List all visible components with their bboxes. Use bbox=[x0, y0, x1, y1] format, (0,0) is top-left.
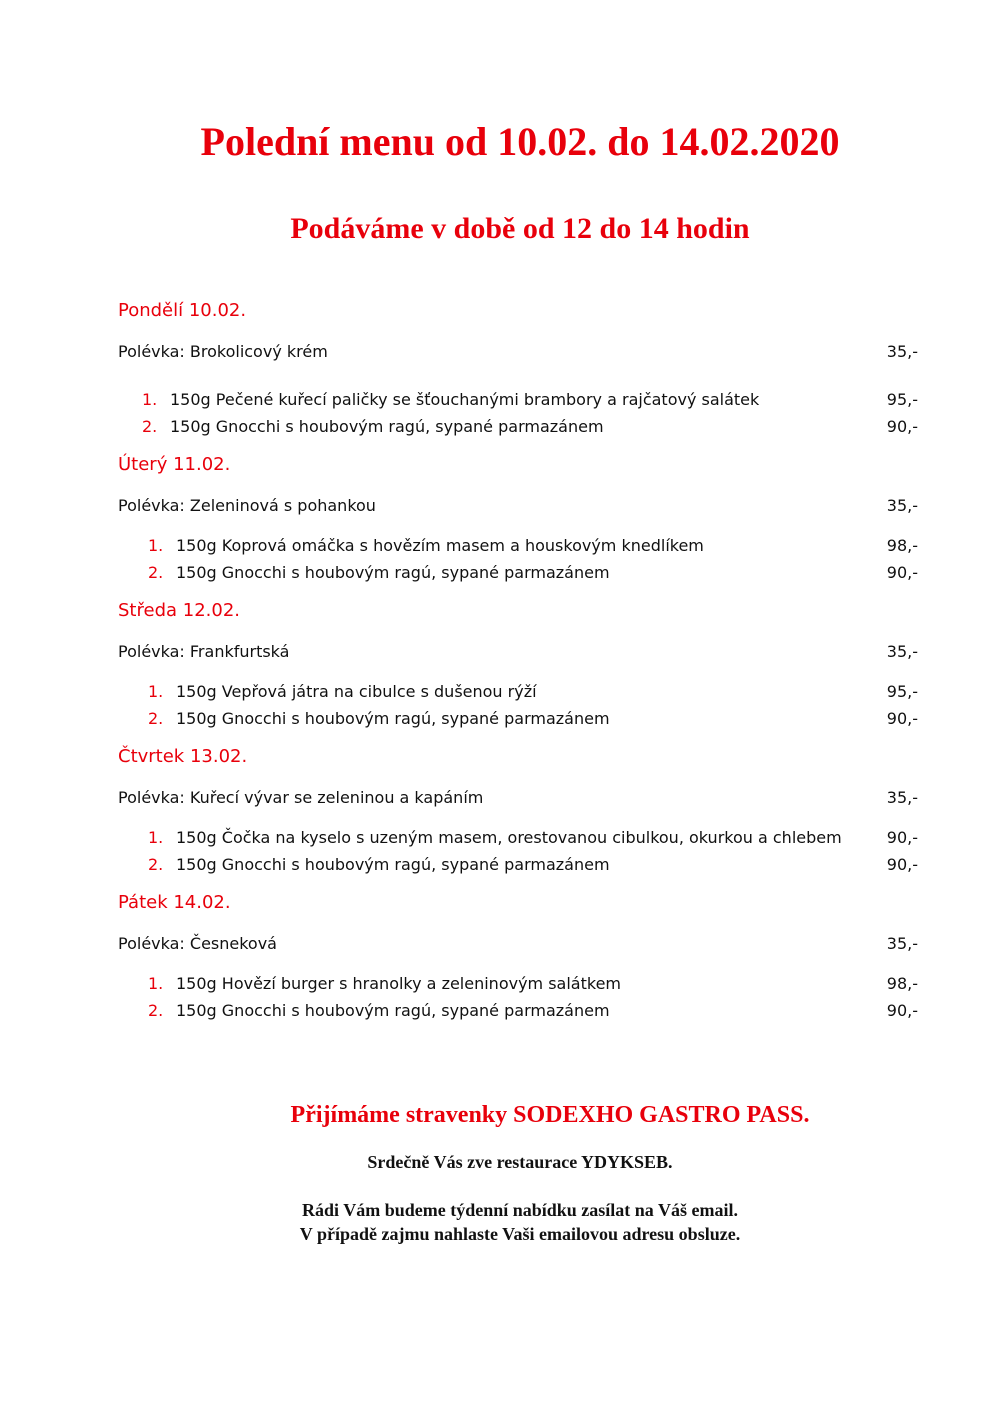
dish-price: 95,- bbox=[886, 682, 918, 701]
day-heading: Čtvrtek 13.02. bbox=[118, 746, 248, 767]
dish-price: 98,- bbox=[886, 974, 918, 993]
soup-row bbox=[118, 932, 918, 956]
dish-number: 2. bbox=[148, 709, 164, 728]
soup-price: 35,- bbox=[886, 642, 918, 661]
email-offer-text: Rádi Vám budeme týdenní nabídku zasílat na Váš email. bbox=[302, 1200, 738, 1220]
email-request-text: V případě zajmu nahlaste Vaši emailovou adresu obsluze. bbox=[299, 1224, 741, 1244]
serving-hours: Podáváme v době od 12 do 14 hodin bbox=[290, 212, 750, 245]
dish-description: 150g Čočka na kyselo s uzeným masem, orestovanou cibulkou, okurkou a chlebem bbox=[176, 828, 842, 847]
soup-label: Polévka: Brokolicový krém bbox=[118, 342, 328, 361]
soup-row bbox=[118, 494, 918, 518]
dish-item bbox=[118, 559, 918, 586]
dish-number: 1. bbox=[148, 536, 164, 555]
dish-description: 150g Pečené kuřecí paličky se šťouchanými brambory a rajčatový salátek bbox=[170, 390, 760, 409]
dish-price: 90,- bbox=[886, 563, 918, 582]
day-section bbox=[118, 890, 918, 1024]
dish-list bbox=[118, 532, 918, 586]
dish-item bbox=[118, 678, 918, 705]
dish-list bbox=[118, 824, 918, 878]
dish-description: 150g Vepřová játra na cibulce s dušenou rýží bbox=[176, 682, 537, 701]
dish-number: 2. bbox=[148, 855, 164, 874]
soup-price: 35,- bbox=[886, 788, 918, 807]
dish-price: 98,- bbox=[886, 536, 918, 555]
dish-item bbox=[118, 386, 918, 413]
dish-list bbox=[118, 970, 918, 1024]
dish-item bbox=[118, 824, 918, 851]
day-section bbox=[118, 298, 918, 440]
dish-price: 90,- bbox=[886, 855, 918, 874]
day-heading: Pátek 14.02. bbox=[118, 892, 231, 913]
dish-item bbox=[118, 413, 918, 440]
dish-number: 1. bbox=[148, 974, 164, 993]
dish-item bbox=[118, 851, 918, 878]
dish-description: 150g Hovězí burger s hranolky a zeleninovým salátkem bbox=[176, 974, 622, 993]
dish-item bbox=[118, 532, 918, 559]
dish-description: 150g Gnocchi s houbovým ragú, sypané parmazánem bbox=[176, 709, 610, 728]
dish-list bbox=[118, 678, 918, 732]
dish-description: 150g Gnocchi s houbovým ragú, sypané parmazánem bbox=[176, 1001, 610, 1020]
day-heading: Středa 12.02. bbox=[118, 600, 240, 621]
dish-list bbox=[118, 386, 918, 440]
dish-item bbox=[118, 997, 918, 1024]
day-section bbox=[118, 452, 918, 586]
soup-label: Polévka: Česneková bbox=[118, 934, 277, 953]
voucher-notice: Přijímáme stravenky SODEXHO GASTRO PASS. bbox=[290, 1102, 810, 1128]
dish-number: 2. bbox=[148, 1001, 164, 1020]
dish-item bbox=[118, 970, 918, 997]
dish-description: 150g Gnocchi s houbovým ragú, sypané parmazánem bbox=[170, 417, 604, 436]
day-heading: Úterý 11.02. bbox=[118, 454, 231, 475]
dish-price: 90,- bbox=[886, 709, 918, 728]
soup-label: Polévka: Zeleninová s pohankou bbox=[118, 496, 376, 515]
dish-description: 150g Gnocchi s houbovým ragú, sypané parmazánem bbox=[176, 563, 610, 582]
soup-price: 35,- bbox=[886, 342, 918, 361]
dish-item bbox=[118, 705, 918, 732]
day-heading: Pondělí 10.02. bbox=[118, 300, 247, 321]
dish-number: 2. bbox=[148, 563, 164, 582]
dish-description: 150g Koprová omáčka s hovězím masem a houskovým knedlíkem bbox=[176, 536, 704, 555]
dish-description: 150g Gnocchi s houbovým ragú, sypané parmazánem bbox=[176, 855, 610, 874]
dish-price: 90,- bbox=[886, 1001, 918, 1020]
dish-number: 1. bbox=[148, 828, 164, 847]
page-title: Polední menu od 10.02. do 14.02.2020 bbox=[200, 119, 840, 164]
day-section bbox=[118, 744, 918, 878]
dish-price: 90,- bbox=[886, 828, 918, 847]
soup-row bbox=[118, 640, 918, 664]
dish-price: 90,- bbox=[886, 417, 918, 436]
dish-number: 1. bbox=[142, 390, 158, 409]
soup-price: 35,- bbox=[886, 934, 918, 953]
invitation-text: Srdečně Vás zve restaurace YDYKSEB. bbox=[367, 1152, 673, 1172]
dish-number: 2. bbox=[142, 417, 158, 436]
dish-number: 1. bbox=[148, 682, 164, 701]
soup-price: 35,- bbox=[886, 496, 918, 515]
dish-price: 95,- bbox=[886, 390, 918, 409]
day-section bbox=[118, 598, 918, 732]
weekly-menu bbox=[118, 298, 918, 1024]
soup-row bbox=[118, 786, 918, 810]
soup-label: Polévka: Kuřecí vývar se zeleninou a kapáním bbox=[118, 788, 484, 807]
soup-row bbox=[118, 340, 918, 364]
soup-label: Polévka: Frankfurtská bbox=[118, 642, 290, 661]
